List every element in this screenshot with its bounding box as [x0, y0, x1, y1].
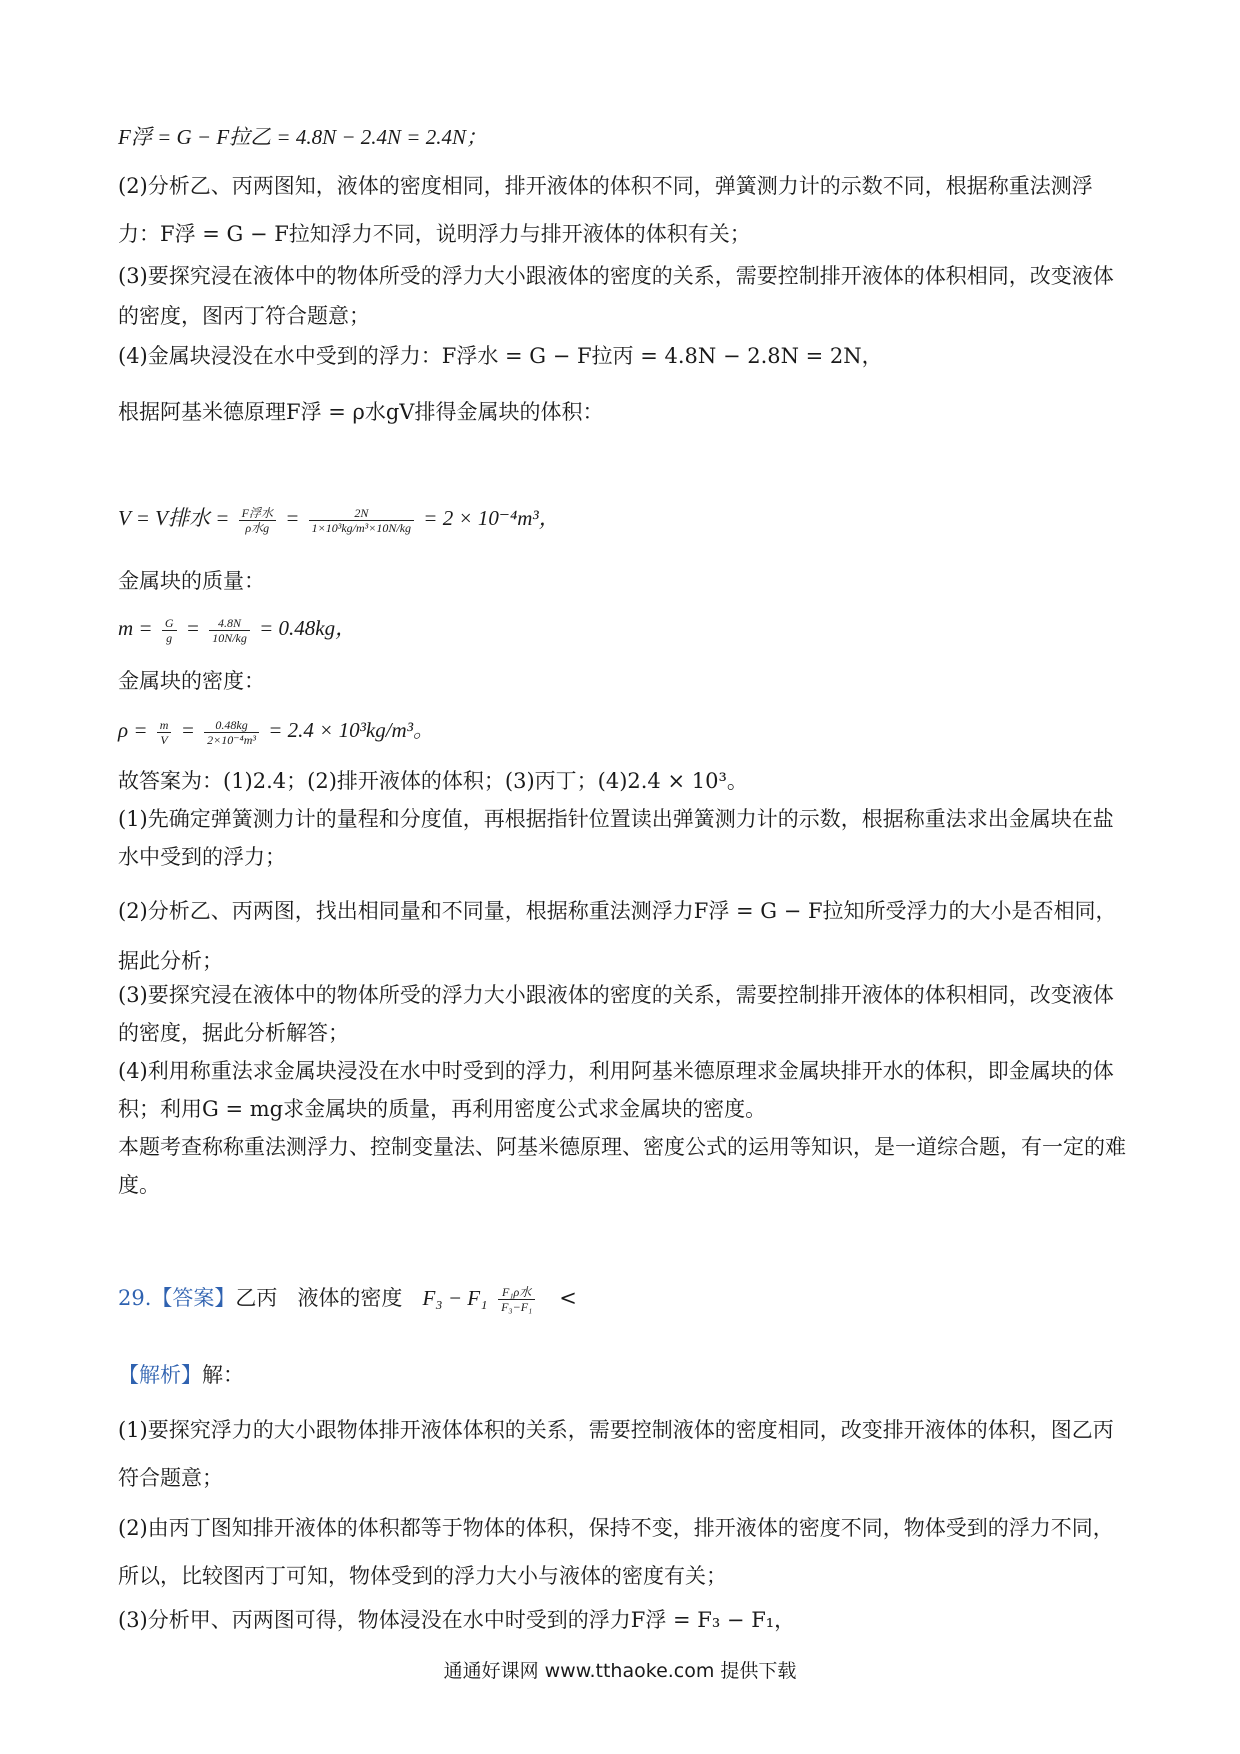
volume-formula: V = V排水 = $\frac{\text{F浮水}}{\text{ρ水g}}$ = $\frac{2N}{\text{1×10³kg/m³×10N/kg}}$ = 2 × 10⁻⁴m³，	[118, 505, 560, 535]
density-label: 金属块的密度：	[118, 669, 265, 693]
q29-analysis-1: (1)要探究浮力的大小跟物体排开液体体积的关系，需要控制液体的密度相同，改变排开液体的体积，图乙丙符合题意；	[118, 1418, 1114, 1490]
q29-analysis-3: (3)分析甲、丙两图可得，物体浸没在水中时受到的浮力F浮 = F₃ − F₁，	[118, 1608, 796, 1632]
q29-answer-1: 乙丙	[235, 1286, 278, 1310]
mass-fraction-2-den: 10N/kg	[212, 630, 247, 645]
summary: 本题考查称称重法测浮力、控制变量法、阿基米德原理、密度公式的运用等知识，是一道综合题，有一定的难度。	[118, 1135, 1126, 1197]
q29-answer-3: F₃ − F₁	[422, 1286, 488, 1310]
volume-lhs: V = V排水 =	[118, 506, 230, 530]
density-fraction-1-num: m	[157, 718, 172, 733]
density-lhs: ρ =	[118, 718, 148, 742]
volume-fraction-1-den: ρ水g	[245, 520, 270, 535]
paragraph-2: (2)分析乙、丙两图知，液体的密度相同，排开液体的体积不同，弹簧测力计的示数不同，根据称重法测浮力：F浮 = G − F拉知浮力不同，说明浮力与排开液体的体积有关；	[118, 174, 1093, 246]
mass-rhs: = 0.48kg，	[259, 616, 357, 640]
q29-answer-line	[118, 1278, 1128, 1318]
mass-formula: m = $\frac{G}{g}$ = $\frac{4.8N}{10N/kg}$ = 0.48kg，	[118, 615, 357, 645]
q29-fraction-num: F₁ρ水	[498, 1285, 535, 1300]
density-fraction-1-den: V	[160, 732, 168, 747]
footer-watermark: 通通好课网 www.tthaoke.com 提供下载	[443, 1660, 797, 1682]
density-fraction-2-den: 2×10⁻⁴m³	[207, 732, 256, 747]
q29-analysis-2: (2)由丙丁图知排开液体的体积都等于物体的体积，保持不变，排开液体的密度不同，物体受到的浮力不同，所以，比较图丙丁可知，物体受到的浮力大小与液体的密度有关；	[118, 1516, 1114, 1588]
density-formula: ρ = $\frac{m}{V}$ = $\frac{0.48kg}{\text{2×10⁻⁴m³}}$ = 2.4 × 10³kg/m³。	[118, 717, 434, 747]
paragraph-3: (3)要探究浸在液体中的物体所受的浮力大小跟液体的密度的关系，需要控制排开液体的体积相同，改变液体的密度，图丙丁符合题意；	[118, 264, 1114, 328]
answer-tag: 【答案】	[151, 1286, 236, 1310]
paragraph-4: (4)金属块浸没在水中受到的浮力：F浮水 = G − F拉丙 = 4.8N − 2.8N = 2N，	[118, 344, 883, 368]
analysis-start: 解：	[202, 1363, 244, 1387]
analysis-2: (2)分析乙、丙两图，找出相同量和不同量，根据称重法测浮力F浮 = G − F拉知所受浮力的大小是否相同，据此分析；	[118, 899, 1117, 973]
answer-summary: 故答案为：(1)2.4；(2)排开液体的体积；(3)丙丁；(4)2.4 × 10³。	[118, 769, 748, 793]
volume-rhs: = 2 × 10⁻⁴m³，	[423, 506, 560, 530]
analysis-tag: 【解析】	[118, 1363, 202, 1387]
volume-fraction-2	[309, 506, 414, 535]
q29-answer-5: <	[559, 1286, 577, 1310]
analysis-1: (1)先确定弹簧测力计的量程和分度值，再根据指针位置读出弹簧测力计的示数，根据称重法求出金属块在盐水中受到的浮力；	[118, 807, 1114, 869]
analysis-4: (4)利用称重法求金属块浸没在水中时受到的浮力，利用阿基米德原理求金属块排开水的体积，即金属块的体积；利用G = mg求金属块的质量，再利用密度公式求金属块的密度。	[118, 1059, 1114, 1121]
mass-lhs: m =	[118, 616, 153, 640]
q29-answer-fraction	[498, 1285, 535, 1314]
density-fraction-1	[157, 718, 172, 747]
q29-answer-2: 液体的密度	[297, 1286, 403, 1310]
analysis-3: (3)要探究浸在液体中的物体所受的浮力大小跟液体的密度的关系，需要控制排开液体的体积相同，改变液体的密度，据此分析解答；	[118, 983, 1114, 1045]
mass-fraction-1-num: G	[162, 616, 177, 631]
mass-fraction-1-den: g	[166, 630, 173, 645]
q29-analysis-heading	[118, 1356, 1128, 1394]
mass-fraction-1	[162, 616, 177, 645]
density-rhs: = 2.4 × 10³kg/m³。	[268, 718, 434, 742]
density-fraction-2-num: 0.48kg	[204, 718, 259, 733]
q29-number: 29.	[118, 1286, 152, 1310]
mass-fraction-2	[209, 616, 250, 645]
volume-fraction-2-den: 1×10³kg/m³×10N/kg	[311, 520, 412, 535]
density-fraction-2	[204, 718, 259, 747]
mass-label: 金属块的质量：	[118, 569, 265, 593]
volume-fraction-2-num: 2N	[309, 506, 414, 521]
mass-fraction-2-num: 4.8N	[209, 616, 250, 631]
buoyancy-equation: F浮 = G − F拉乙 = 4.8N − 2.4N = 2.4N；	[118, 125, 487, 149]
q29-fraction-den: F₃−F₁	[501, 1300, 533, 1314]
volume-fraction-1	[239, 506, 276, 535]
volume-fraction-1-num: F浮水	[239, 506, 276, 521]
paragraph-5: 根据阿基米德原理F浮 = ρ水gV排得金属块的体积：	[118, 400, 604, 424]
